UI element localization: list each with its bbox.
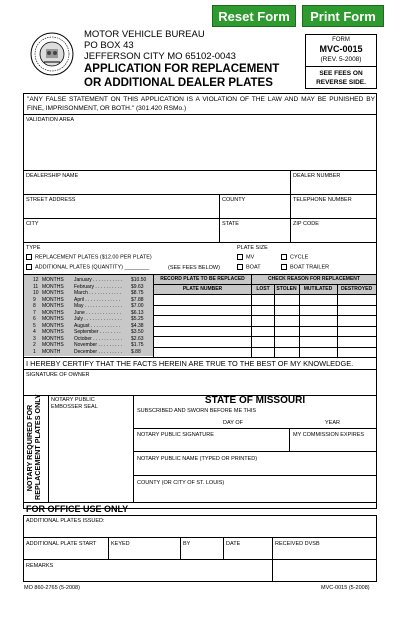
- fee-months-number: 7: [33, 309, 36, 316]
- form-number-box: [305, 34, 377, 89]
- fee-months-number: 8: [33, 303, 36, 309]
- street-address-field[interactable]: [24, 205, 218, 217]
- fee-amount: $6.13: [131, 309, 144, 316]
- fee-months-number: 10: [33, 290, 39, 296]
- agency-address-2: JEFFERSON CITY MO 65102-0043: [84, 51, 236, 62]
- print-form-button[interactable]: Print Form: [302, 5, 384, 27]
- agency-address-1: PO BOX 43: [84, 40, 134, 51]
- lost-header: LOST: [256, 286, 270, 292]
- zip-code-field[interactable]: [291, 229, 376, 241]
- street-address-label: STREET ADDRESS: [26, 197, 76, 203]
- form-number: MVC-0015: [319, 44, 363, 54]
- fee-amount: $7.00: [131, 303, 144, 309]
- cycle-checkbox[interactable]: [281, 254, 287, 260]
- cycle-label: CYCLE: [290, 254, 309, 261]
- see-fees-line-2: REVERSE SIDE.: [316, 79, 366, 86]
- mv-label: MV: [246, 254, 255, 261]
- mv-option[interactable]: [237, 254, 254, 261]
- boat-trailer-option[interactable]: [281, 264, 329, 271]
- replacement-plates-option[interactable]: [26, 254, 152, 261]
- fee-month-name: March . . . . . . . . . . . .: [74, 290, 122, 296]
- county-label: COUNTY: [222, 197, 246, 203]
- telephone-number-label: TELEPHONE NUMBER: [293, 197, 352, 203]
- day-of-label: DAY OF: [223, 420, 243, 426]
- city-field[interactable]: [24, 229, 218, 241]
- form-title-line-2: OR ADDITIONAL DEALER PLATES: [84, 77, 273, 89]
- fee-month-name: April . . . . . . . . . . . . .: [74, 296, 121, 303]
- reset-form-button[interactable]: Reset Form: [212, 5, 296, 27]
- fee-months-unit: MONTHS: [42, 316, 64, 322]
- check-reason-header: CHECK REASON FOR REPLACEMENT: [268, 276, 360, 282]
- boat-option[interactable]: [237, 264, 261, 271]
- notary-seal-label-2: EMBOSSER SEAL: [51, 404, 98, 410]
- record-table-row: [153, 326, 377, 327]
- fee-months-number: 5: [33, 322, 36, 329]
- fee-months-unit: MONTHS: [42, 277, 64, 283]
- notary-name-field[interactable]: [134, 464, 376, 474]
- state-field[interactable]: [220, 229, 289, 241]
- record-table-row: [153, 347, 377, 348]
- fee-months-number: 9: [33, 296, 36, 303]
- record-plate-header: RECORD PLATE TO BE REPLACED: [160, 276, 245, 282]
- signature-of-owner-label: SIGNATURE OF OWNER: [26, 372, 90, 378]
- fee-amount: $5.25: [131, 316, 144, 322]
- boat-trailer-checkbox[interactable]: [281, 264, 287, 270]
- see-fees-below-label: (SEE FEES BELOW): [168, 265, 220, 271]
- fee-amount: $10.50: [131, 277, 147, 283]
- owner-signature-field[interactable]: [24, 380, 376, 394]
- validation-area: [24, 125, 376, 169]
- fee-months-number: 3: [33, 335, 36, 342]
- certification-statement: I HEREBY CERTIFY THAT THE FACTS HEREIN ARE TRUE TO THE BEST OF MY KNOWLEDGE.: [26, 359, 354, 368]
- fee-months-unit: MONTH: [42, 348, 61, 355]
- fee-amount: $7.88: [131, 296, 144, 303]
- fee-months-number: 2: [33, 342, 36, 348]
- county-field[interactable]: [220, 205, 289, 217]
- dealership-name-label: DEALERSHIP NAME: [26, 173, 79, 179]
- plate-size-label: PLATE SIZE: [237, 245, 268, 251]
- remarks-label: REMARKS: [26, 563, 54, 569]
- office-use-title: FOR OFFICE USE ONLY: [26, 504, 129, 514]
- date-label: DATE: [226, 541, 241, 547]
- commission-expires-field[interactable]: [290, 440, 376, 450]
- boat-label: BOAT: [246, 264, 261, 271]
- notary-required-line-2: REPLACEMENT PLATES ONLY: [33, 394, 42, 500]
- notary-signature-field[interactable]: [134, 440, 288, 450]
- notary-county-field[interactable]: [134, 488, 376, 500]
- fee-amount: $8.75: [131, 290, 144, 296]
- fee-amount: $3.50: [131, 329, 144, 335]
- fee-months-number: 12: [33, 277, 39, 283]
- record-table-row: [153, 305, 377, 306]
- mutilated-header: MUTILATED: [303, 286, 333, 292]
- additional-plates-label: ADDITIONAL PLATES (QUANTITY) ________: [35, 264, 150, 271]
- fee-amount: $.88: [131, 348, 141, 355]
- office-use-box: [23, 515, 377, 582]
- mv-checkbox[interactable]: [237, 254, 243, 260]
- stolen-header: STOLEN: [276, 286, 297, 292]
- fee-month-name: May . . . . . . . . . . . . . .: [74, 303, 123, 309]
- dealership-name-field[interactable]: [24, 181, 289, 193]
- additional-plates-checkbox[interactable]: [26, 264, 32, 270]
- form-label: FORM: [332, 37, 350, 43]
- fee-month-name: January . . . . . . . . . . .: [74, 277, 123, 283]
- see-fees-line-1: SEE FEES ON: [319, 70, 363, 77]
- fee-month-name: August . . . . . . . . . . .: [74, 322, 121, 329]
- additional-plates-issued-label: ADDITIONAL PLATES ISSUED:: [26, 518, 105, 524]
- fee-months-unit: MONTHS: [42, 309, 64, 316]
- fee-months-unit: MONTHS: [42, 322, 64, 329]
- form-revision: (REV. 5-2008): [320, 56, 362, 63]
- fee-amount: $1.75: [131, 342, 144, 348]
- telephone-number-field[interactable]: [291, 205, 376, 217]
- false-statement-warning: "ANY FALSE STATEMENT ON THIS APPLICATION IS A VIOLATION OF THE LAW AND MAY BE PUNISHED BY FINE, IMPRISONMENT, OR BOTH." (301.420 RSMo.): [27, 96, 375, 112]
- notary-seal-area: [49, 412, 132, 500]
- city-label: CITY: [26, 221, 39, 227]
- fee-months-number: 6: [33, 316, 36, 322]
- validation-area-label: VALIDATION AREA: [26, 117, 75, 123]
- notary-signature-label: NOTARY PUBLIC SIGNATURE: [137, 432, 214, 438]
- notary-required-vertical-text: [26, 396, 42, 500]
- missouri-seal-icon: [30, 32, 74, 76]
- record-table-row: [153, 336, 377, 337]
- notary-required-line-1: NOTARY REQUIRED FOR: [25, 404, 34, 492]
- type-label: TYPE: [26, 245, 41, 251]
- fee-month-name: July . . . . . . . . . . . . . .: [74, 316, 122, 322]
- boat-checkbox[interactable]: [237, 264, 243, 270]
- form-title-line-1: APPLICATION FOR REPLACEMENT: [84, 63, 280, 75]
- notary-seal-label-1: NOTARY PUBLIC: [51, 397, 95, 403]
- year-label: YEAR: [325, 420, 340, 426]
- record-table-row: [153, 315, 377, 316]
- fee-month-name: November . . . . . . . . .: [74, 342, 123, 348]
- agency-name: MOTOR VEHICLE BUREAU: [84, 29, 205, 40]
- state-of-missouri-title: STATE OF MISSOURI: [204, 395, 306, 406]
- fee-months-number: 11: [33, 283, 39, 290]
- replacement-plates-label: REPLACEMENT PLATES ($12.00 PER PLATE): [35, 254, 152, 261]
- subscribed-sworn-label: SUBSCRIBED AND SWORN BEFORE ME THIS: [137, 408, 257, 414]
- fee-amount: $4.38: [131, 322, 144, 329]
- fee-month-name: October . . . . . . . . . . .: [74, 335, 123, 342]
- plate-number-header: PLATE NUMBER: [182, 286, 223, 292]
- replacement-plates-checkbox[interactable]: [26, 254, 32, 260]
- fee-months-unit: MONTHS: [42, 342, 64, 348]
- destroyed-header: DESTROYED: [340, 286, 373, 292]
- fee-months-unit: MONTHS: [42, 283, 64, 290]
- fee-month-name: February . . . . . . . . . .: [74, 283, 122, 290]
- notary-name-label: NOTARY PUBLIC NAME (TYPED OR PRINTED): [137, 456, 258, 462]
- fee-month-name: December . . . . . . . . .: [74, 348, 123, 355]
- fee-months-number: 4: [33, 329, 36, 335]
- fee-months-unit: MONTHS: [42, 303, 64, 309]
- fee-months-unit: MONTHS: [42, 296, 64, 303]
- fee-months-unit: MONTHS: [42, 290, 64, 296]
- boat-trailer-label: BOAT TRAILER: [290, 264, 330, 271]
- cycle-option[interactable]: [281, 254, 308, 261]
- fee-month-name: June . . . . . . . . . . . . .: [74, 309, 121, 316]
- fee-amount: $2.63: [131, 335, 144, 342]
- fee-month-name: September . . . . . . . .: [74, 329, 121, 335]
- fee-months-unit: MONTHS: [42, 329, 64, 335]
- footer-form-code-right: MVC-0015 (5-2008): [321, 585, 370, 591]
- dealer-number-field[interactable]: [291, 181, 376, 193]
- notary-county-label: COUNTY (OR CITY OF ST. LOUIS): [137, 480, 225, 486]
- footer-form-code-left: MO 860-2765 (5-2008): [24, 585, 80, 591]
- zip-code-label: ZIP CODE: [293, 221, 319, 227]
- fee-amount: $9.63: [131, 283, 144, 290]
- by-label: BY: [183, 541, 191, 547]
- fee-months-number: 1: [33, 348, 36, 355]
- received-dvsb-label: RECEIVED DVSB: [275, 541, 320, 547]
- additional-plates-option[interactable]: [26, 264, 149, 271]
- keyed-label: KEYED: [111, 541, 130, 547]
- commission-expires-label: MY COMMISSION EXPIRES: [293, 432, 365, 438]
- additional-plate-start-label: ADDITIONAL PLATE START: [26, 541, 97, 547]
- fee-months-unit: MONTHS: [42, 335, 64, 342]
- dealer-number-label: DEALER NUMBER: [293, 173, 341, 179]
- state-label: STATE: [222, 221, 239, 227]
